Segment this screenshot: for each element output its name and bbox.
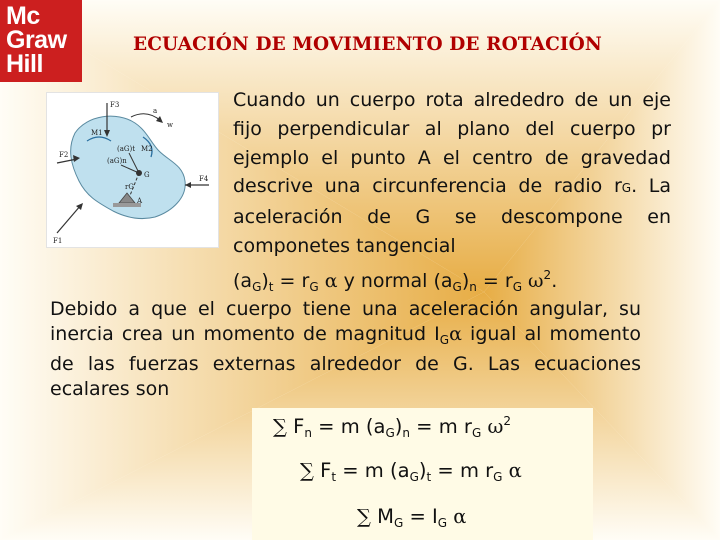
label-omega: w xyxy=(167,121,173,129)
paragraph-moment-explanation: Debido a que el cuerpo tiene una aceleración angular, su inercia crea un momento de magnitud $I_G\alpha$ igual al momento de las fuerzas externas alrededor de G. Las ecuaciones ecalares son xyxy=(50,298,641,400)
label-rg: rG xyxy=(125,183,134,191)
label-a: A xyxy=(137,197,143,205)
paragraph-rotation-description xyxy=(233,86,671,302)
label-ag-t: (aG)t xyxy=(117,145,136,153)
omega-symbol: ω xyxy=(487,415,504,438)
alpha-symbol: α xyxy=(508,459,522,482)
label-g: G xyxy=(144,171,150,179)
label-f3: F3 xyxy=(110,101,120,109)
label-ag-n: (aG)n xyxy=(107,157,127,165)
sigma-symbol: ∑ xyxy=(273,415,287,438)
paragraph-text: Cuando un cuerpo rota alrededro de un eje fijo perpendicular al plano del cuerpo pr ejemplo el punto A el centro de gravedad descrive una circunferencia de radio xyxy=(233,89,671,198)
tangential-normal-formula: $(a_G)_t = r_G$ α y normal $(a_G)_n = r_G$ $\omega^2$. xyxy=(233,267,558,294)
equation-normal-force: ∑ $F_n = m$ $(a_G)_n = m$ $r_G$ $\omega^2$ xyxy=(273,414,511,440)
label-m1: M1 xyxy=(91,129,103,137)
alpha-symbol: α xyxy=(453,505,467,528)
label-f2: F2 xyxy=(59,151,69,159)
equation-tangential-force: ∑ $F_t = m$ $(a_G)_t = m$ $r_G$ α xyxy=(300,459,522,484)
sigma-symbol: ∑ xyxy=(300,459,314,482)
alpha-symbol: α xyxy=(324,269,338,292)
label-m2: M2 xyxy=(141,145,153,153)
force-arrow-f1 xyxy=(57,205,81,233)
label-f1: F1 xyxy=(53,237,63,245)
logo-line: Hill xyxy=(6,50,43,78)
slide-title: ECUACIÓN DE MOVIMIENTO DE ROTACIÓN xyxy=(133,34,602,55)
sigma-symbol: ∑ xyxy=(357,505,371,528)
logo-line: Mc xyxy=(6,2,40,30)
rigid-body-diagram xyxy=(46,92,219,248)
omega-symbol: ω xyxy=(528,269,544,292)
symbol-r: r xyxy=(613,175,622,198)
mcgraw-hill-logo xyxy=(0,0,82,82)
label-alpha: a xyxy=(153,107,158,115)
paragraph-text-continued: . La aceleración de G se descompone en componetes tangencial xyxy=(233,175,672,257)
rigid-body-drawing xyxy=(47,93,220,249)
alpha-symbol: α xyxy=(449,322,462,345)
subscript-g: G xyxy=(621,181,632,196)
equation-moment: ∑ $M_G = I_G$ α xyxy=(357,505,467,530)
logo-line: Graw xyxy=(6,26,67,54)
label-f4: F4 xyxy=(199,175,209,183)
